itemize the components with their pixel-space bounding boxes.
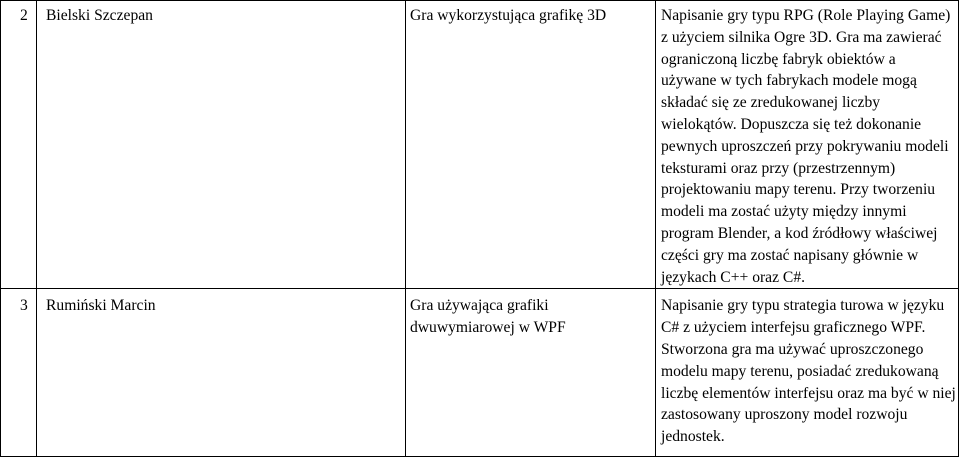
thesis-description-text: Napisanie gry typu RPG (Role Playing Game) z użyciem silnika Ogre 3D. Gra ma zawierać ograniczoną liczbę fabryk obiektów a używane w tych fabrykach modele mogą składać się ze zredukowanej liczby wielokątów. Dopuszcza się też dokonanie pewnych uproszczeń przy pokrywaniu modeli teksturami oraz przy (przestrzennym) projektowaniu mapy terenu. Przy tworzeniu modeli ma zostać użyty między innymi program Blender, a kod źródłowy właściwej części gry ma zostać napisany głównie w językach C++ oraz C#. [661, 7, 951, 286]
thesis-description [656, 1, 959, 289]
table-row [1, 1, 959, 289]
thesis-description-text: Napisanie gry typu strategia turowa w języku C# z użyciem interfejsu graficznego WPF. Stworzona gra ma używać uproszczonego modelu mapy terenu, posiadać zredukowaną liczbę elementów interfejsu oraz ma być w niej zastosowany uproszony model rozwoju jednostek. [661, 297, 956, 446]
student-name: Bielski Szczepan [37, 1, 406, 289]
table-row [1, 289, 959, 457]
thesis-description [656, 289, 959, 457]
row-number: 3 [1, 289, 37, 457]
thesis-topic [406, 289, 656, 457]
row-number: 2 [1, 1, 37, 289]
thesis-topic [406, 1, 656, 289]
student-name: Rumiński Marcin [37, 289, 406, 457]
thesis-topic-text: Gra wykorzystująca grafikę 3D [410, 7, 607, 24]
thesis-topic-text: Gra używająca grafiki dwuwymiarowej w WPF [410, 297, 566, 337]
